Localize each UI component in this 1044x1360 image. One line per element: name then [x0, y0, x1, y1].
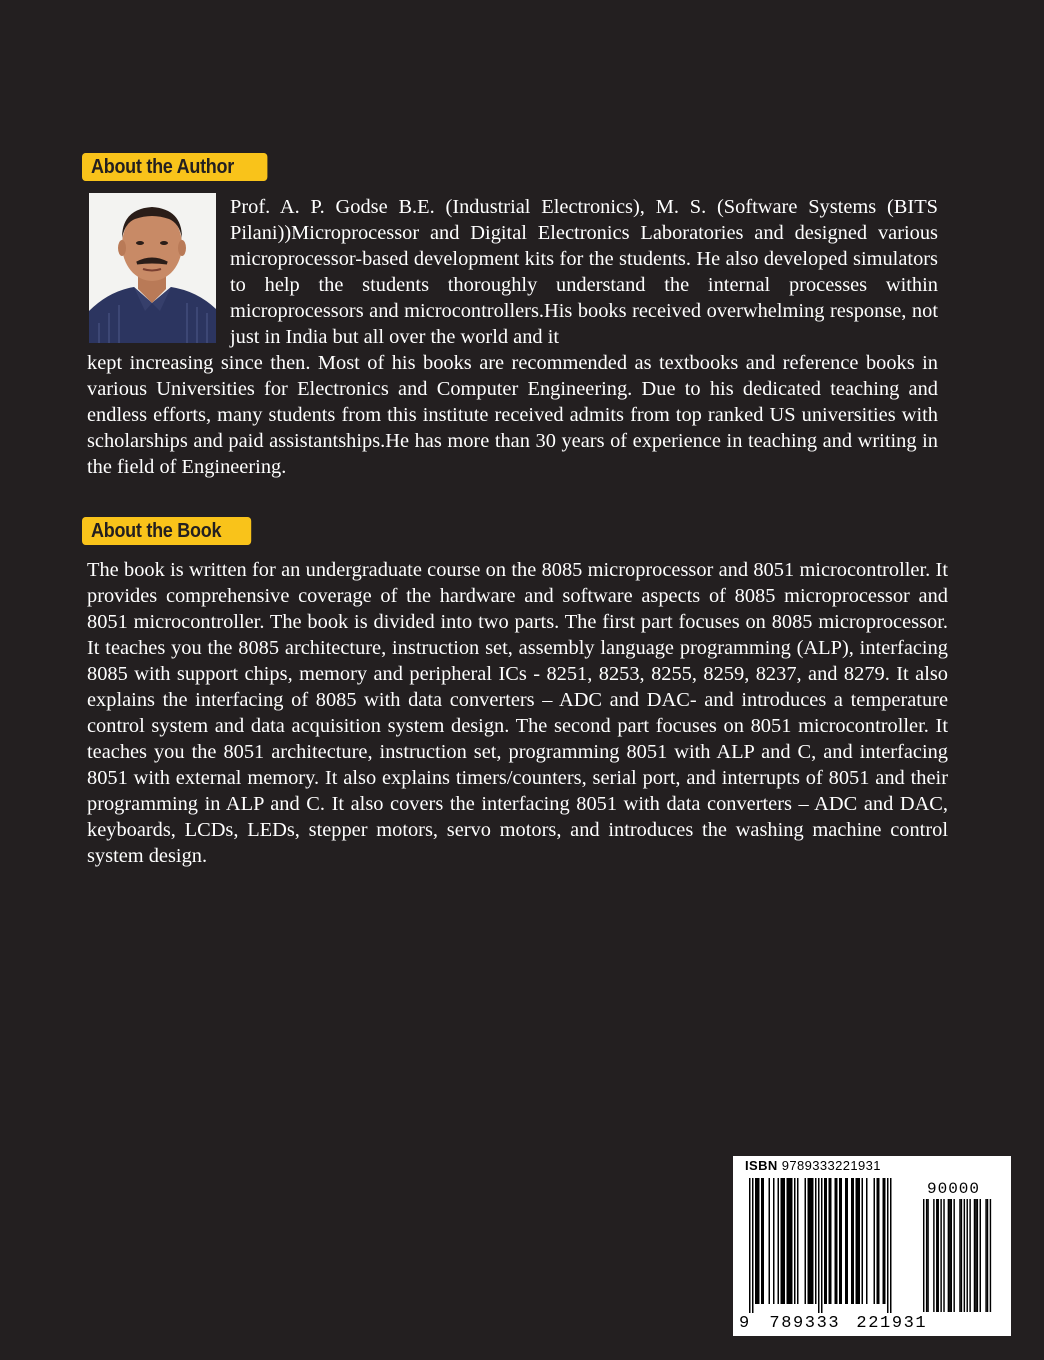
barcode-bar [829, 1178, 831, 1304]
addon-bar [951, 1199, 952, 1312]
addon-bar [943, 1199, 944, 1312]
author-photo [89, 193, 216, 343]
price-code: 90000 [927, 1180, 981, 1198]
barcode-bar [883, 1178, 885, 1304]
barcode-bar [773, 1178, 775, 1304]
author-bio-top: Prof. A. P. Godse B.E. (Industrial Electronics), M. S. (Software Systems (BITS Pilani))Microprocessor and Digital Electronics Laboratories and designed various microprocessor-based development kits for the students. He also developed simulators to help the students thoroughly understand the internal processes within microprocessors and microcontrollers.His books received overwhelming response, not just in India but all over the world and it [230, 196, 938, 348]
addon-bar [969, 1199, 970, 1312]
barcode-bar [857, 1178, 859, 1304]
addon-bar [953, 1199, 954, 1312]
barcode-bar [794, 1178, 796, 1304]
addon-bar [926, 1199, 927, 1312]
barcode-bar [787, 1178, 789, 1304]
barcode-digits [739, 1314, 927, 1333]
barcode-bar [755, 1178, 757, 1304]
barcode-bar [836, 1178, 838, 1304]
isbn-number: 9789333221931 [781, 1158, 881, 1173]
barcode-bar [856, 1178, 858, 1304]
barcode-bar [749, 1178, 751, 1313]
addon-bar [923, 1199, 924, 1312]
barcode-bar [805, 1178, 807, 1304]
addon-bar [990, 1199, 991, 1312]
addon-bar [975, 1199, 976, 1312]
barcode-bar [761, 1178, 763, 1304]
barcode-bar [862, 1178, 864, 1304]
addon-bar [985, 1199, 986, 1312]
barcode-bar [763, 1178, 765, 1304]
barcode-bar [811, 1178, 813, 1304]
addon-bar [949, 1199, 950, 1312]
barcode-bar [877, 1178, 879, 1304]
barcode-bar [815, 1178, 817, 1304]
addon-bar [938, 1199, 939, 1312]
addon-bar [967, 1199, 968, 1312]
barcode-bar [752, 1178, 754, 1313]
isbn-label [745, 1158, 881, 1173]
barcode-bar [824, 1178, 826, 1304]
addon-bar [936, 1199, 937, 1312]
book-description: The book is written for an undergraduate course on the 8085 microprocessor and 8051 microcontroller. It provides comprehensive coverage of the hardware and software aspects of 8085 microprocessor and 8051 microcontroller. The book is divided into two parts. The first part focuses on 8085 microprocessor. It teaches you the 8085 architecture, instruction set, assembly language programming (ALP), interfacing 8085 with support chips, memory and peripheral ICs - 8251, 8253, 8255, 8259, 8237, and 8279. It also explains the interfacing of 8085 with data converters – ADC and DAC- and introduces a temperature control system and data acquisition system design. The second part focuses on 8051 microcontroller. It teaches you the 8051 architecture, instruction set, programming 8051 with ALP and C, and interfacing 8051 with external memory. It also explains timers/counters, serial port, and interrupts of 8051 and their programming in ALP and C. It also covers the interfacing 8051 with data converters – ADC and DAC, keyboards, LCDs, LEDs, stepper motors, servo motors, and introduces the washing machine control system design. [87, 559, 948, 867]
barcode-bar [878, 1178, 880, 1304]
addon-bar [977, 1199, 978, 1312]
barcode-bar [835, 1178, 837, 1304]
barcode-bar [887, 1178, 889, 1313]
about-author-heading: About the Author [82, 153, 267, 181]
barcode-bar [808, 1178, 810, 1304]
barcode-bar [784, 1178, 786, 1304]
addon-bar [959, 1199, 960, 1312]
addon-bar [987, 1199, 988, 1312]
isbn-barcode-box [733, 1156, 1011, 1336]
barcode-bar [782, 1178, 784, 1304]
barcode-bar [788, 1178, 790, 1304]
barcode-bar [758, 1178, 760, 1304]
addon-bar [933, 1199, 934, 1312]
addon-bar [980, 1199, 981, 1312]
author-bio-bottom: kept increasing since then. Most of his books are recommended as textbooks and reference books in various Universities for Electronics and Computer Engineering. Due to his dedicated teaching and endless efforts, many students from this institute received admits from top ranked US universities with scholarships and paid assistantships.He has more than 30 years of experience in teaching and writing in the field of Engineering. [87, 352, 938, 478]
barcode-bar [757, 1178, 759, 1304]
barcode-digits-right: 221931 [856, 1314, 928, 1333]
barcode-bar [812, 1178, 814, 1304]
addon-bar [927, 1199, 928, 1312]
addon-bar [948, 1199, 949, 1312]
barcode-bar [839, 1178, 841, 1304]
barcode-bar [859, 1178, 861, 1304]
barcode-digit-first: 9 [739, 1314, 750, 1333]
barcode-bar [781, 1178, 783, 1304]
about-book-heading: About the Book [82, 517, 251, 545]
barcode-bar [874, 1178, 876, 1304]
barcode-bar [778, 1178, 780, 1304]
barcode-bar [847, 1178, 849, 1304]
barcode-bar [866, 1178, 868, 1304]
barcode-digits-left: 789333 [769, 1314, 841, 1333]
isbn-prefix: ISBN [745, 1158, 778, 1173]
barcode-bar [830, 1178, 832, 1304]
addon-bar [974, 1199, 975, 1312]
barcode-bar [890, 1178, 892, 1313]
barcode-bar [818, 1178, 820, 1313]
barcode-bar [797, 1178, 799, 1304]
barcode-bar [884, 1178, 886, 1304]
barcode-bar [791, 1178, 793, 1304]
addon-bar [940, 1199, 941, 1312]
barcode-bar [821, 1178, 823, 1313]
barcode-bar [790, 1178, 792, 1304]
barcode-bar [826, 1178, 828, 1304]
barcode-bar [841, 1178, 843, 1304]
addon-bar [964, 1199, 965, 1312]
price-addon-barcode [923, 1199, 1003, 1314]
barcode-bar [845, 1178, 847, 1304]
barcode-bar [769, 1178, 771, 1304]
barcode-bar [851, 1178, 853, 1304]
barcode-bar [809, 1178, 811, 1304]
addon-bar [961, 1199, 962, 1312]
barcode-bar [853, 1178, 855, 1304]
